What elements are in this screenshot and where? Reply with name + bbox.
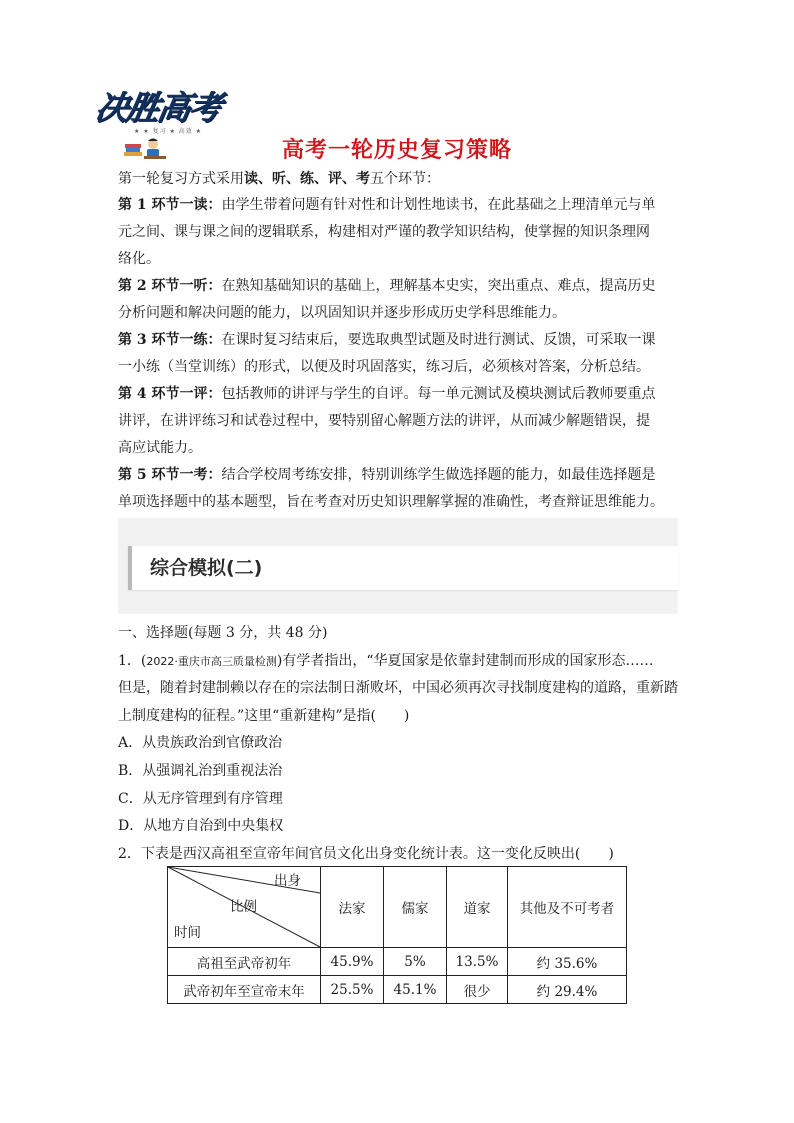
option-d: D．从地方自治到中央集权 [118, 818, 284, 835]
section-title: 综合模拟(二) [150, 557, 263, 579]
question-text: )有学者指出，“华夏国家是依靠封建制而形成的国家形态…… [276, 652, 654, 669]
corner-label-top: 出身 [274, 873, 301, 889]
column-header: 法家 [321, 867, 384, 948]
step-text: 元之间、课与课之间的逻辑联系，构建相对严谨的教学知识结构，使掌握的知识条理网 [118, 224, 650, 240]
questions [118, 620, 678, 868]
diagonal-header-cell [168, 867, 321, 948]
step-text: 包括教师的讲评与学生的自评。每一单元测试及模块测试后教师要重点 [221, 386, 656, 402]
option-c: C．从无序管理到有序管理 [118, 790, 283, 807]
corner-label-middle: 比例 [230, 899, 257, 915]
column-header: 儒家 [384, 867, 447, 948]
step-5 [118, 462, 678, 516]
step-text: 高应试能力。 [118, 440, 202, 456]
question-1-line-1 [118, 648, 678, 676]
step-text: 分析问题和解决问题的能力，以巩固知识并逐步形成历史学科思维能力。 [118, 305, 566, 321]
step-1 [118, 192, 678, 273]
step-text: 在课时复习结束后，要选取典型试题及时进行测试、反馈，可采取一课 [221, 332, 656, 348]
step-text: 络化。 [118, 251, 160, 267]
part-heading: 一、选择题(每题 3 分，共 48 分) [118, 625, 328, 641]
question-source: 2022·重庆市高三质量检测 [146, 654, 277, 668]
step-text: 在熟知基础知识的基础上，理解基本史实，突出重点、难点，提高历史 [221, 278, 656, 294]
step-label: 第 5 环节一考： [118, 467, 222, 483]
step-text: 讲评，在讲评练习和试卷过程中，要特别留心解题方法的讲评，从而减少解题错误，提 [118, 413, 650, 429]
column-header: 其他及不可考者 [508, 867, 627, 948]
page-title: 高考一轮历史复习策略 [281, 138, 512, 163]
table-cell: 很少 [447, 976, 508, 1004]
study-strategy-text [118, 167, 678, 516]
table-cell: 约 29.4% [508, 976, 627, 1004]
step-label: 第 1 环节一读： [118, 197, 222, 213]
question-2-stem: 2．下表是西汉高祖至宣帝年间官员文化出身变化统计表。这一变化反映出( ) [118, 845, 614, 862]
official-background-table [167, 866, 627, 1004]
intro-bold: 读、听、练、评、考 [244, 171, 370, 187]
table-cell: 5% [384, 948, 447, 976]
step-4 [118, 381, 678, 462]
table-cell: 25.5% [321, 976, 384, 1004]
table-cell: 45.9% [321, 948, 384, 976]
intro-prefix: 第一轮复习方式采用 [118, 171, 244, 187]
column-header: 道家 [447, 867, 508, 948]
table-cell: 约 35.6% [508, 948, 627, 976]
question-1-line-3: 上制度建构的征程。”这里“重新建构”是指( ) [118, 707, 410, 724]
table-cell: 13.5% [447, 948, 508, 976]
table-cell: 45.1% [384, 976, 447, 1004]
section-banner [118, 518, 678, 614]
row-period: 高祖至武帝初年 [168, 948, 321, 976]
question-number: 1．( [118, 652, 147, 669]
step-text: 单项选择题中的基本题型，旨在考查对历史知识理解掌握的准确性，考查辩证思维能力。 [118, 494, 664, 510]
logo-subtitle: ★ ★ 复习 ★ 高效 ★ [134, 128, 203, 135]
row-period: 武帝初年至宣帝末年 [168, 976, 321, 1004]
step-text: 由学生带着问题有针对性和计划性地读书，在此基础之上理清单元与单 [221, 197, 656, 213]
table-header-row [168, 867, 627, 948]
step-2 [118, 273, 678, 327]
step-text: 一小练（当堂训练）的形式，以便及时巩固落实，练习后，必须核对答案，分析总结。 [118, 359, 650, 375]
step-label: 第 3 环节一练： [118, 332, 222, 348]
table-row [168, 976, 627, 1004]
step-label: 第 4 环节一评： [118, 386, 222, 402]
step-label: 第 2 环节一听： [118, 278, 222, 294]
logo-text: 决胜高考 [92, 88, 224, 127]
section-banner-inner [128, 546, 678, 590]
option-b: B．从强调礼治到重视法治 [118, 762, 283, 779]
table-row [168, 948, 627, 976]
option-a: A．从贵族政治到官僚政治 [118, 735, 283, 752]
intro-suffix: 五个环节： [370, 171, 440, 187]
step-3 [118, 327, 678, 381]
intro-paragraph [118, 167, 678, 191]
step-text: 结合学校周考练安排，特别训练学生做选择题的能力，如最佳选择题是 [221, 467, 656, 483]
question-1-line-2: 但是，随着封建制赖以存在的宗法制日渐败坏，中国必须再次寻找制度建构的道路，重新踏 [118, 680, 678, 697]
corner-label-bottom: 时间 [174, 925, 201, 941]
